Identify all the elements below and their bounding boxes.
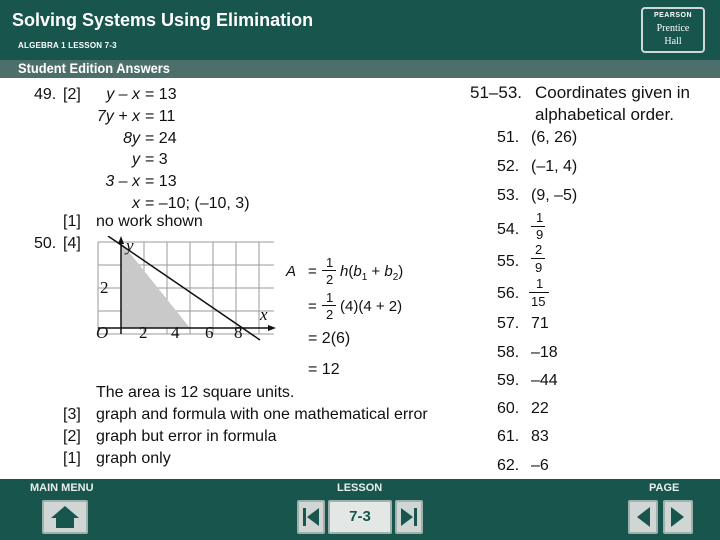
section-banner-label: Student Edition Answers <box>18 60 170 76</box>
problem-50-number: 50. <box>34 235 57 252</box>
logo-line-2: Prentice <box>656 23 690 34</box>
answer-56-bar <box>529 292 549 293</box>
step2-equals: = <box>308 298 317 315</box>
graph-origin-label: O <box>96 323 109 342</box>
frac1-numerator: 1 <box>326 255 334 270</box>
triangle-graph <box>94 236 280 344</box>
section-banner <box>0 60 720 78</box>
area-formula: $h(b_1 + b_2)$ <box>340 263 404 283</box>
frac1-denominator: 2 <box>326 272 334 287</box>
area-equals: = <box>308 263 317 280</box>
graph-x-tick-4: 4 <box>171 323 180 342</box>
area-conclusion: The area is 12 square units. <box>96 384 295 401</box>
lesson-prev-button[interactable] <box>297 500 325 534</box>
frac2-denominator: 2 <box>326 307 334 322</box>
lesson-number-button[interactable] <box>328 500 392 534</box>
answer-51-value: (6, 26) <box>531 129 578 146</box>
rubric-3-text: graph and formula with one mathematical error <box>96 406 428 423</box>
step2-product: (4)(4 + 2) <box>340 298 403 315</box>
rubric-2-score: [2] <box>63 428 81 445</box>
answer-55-number: 55. <box>497 253 520 270</box>
rubric-3-score: [3] <box>63 406 81 423</box>
frac2-bar <box>322 305 336 306</box>
answer-53-number: 53. <box>497 187 520 204</box>
answer-56-number: 56. <box>497 285 520 302</box>
eq-line-5-lhs: 3 – x <box>105 173 140 190</box>
eq-line-6-lhs: x <box>132 195 140 212</box>
answer-61-number: 61. <box>497 428 520 445</box>
step4: = 12 <box>308 361 340 378</box>
rubric-1-text: graph only <box>96 450 171 467</box>
problem-49-number: 49. <box>34 86 57 103</box>
lesson-subtitle: ALGEBRA 1 LESSON 7-3 <box>18 41 117 50</box>
arrow-left-icon <box>630 502 656 532</box>
answer-52-value: (–1, 4) <box>531 158 578 175</box>
arrow-right-icon <box>665 502 691 532</box>
lesson-next-button[interactable] <box>395 500 423 534</box>
graph-x-tick-8: 8 <box>234 323 243 342</box>
eq-line-3-rhs: = 24 <box>145 130 177 147</box>
area-variable: A <box>286 263 297 280</box>
answer-58-value: –18 <box>531 344 558 361</box>
answer-61-value: 83 <box>531 428 549 445</box>
eq-line-2-rhs: = 11 <box>145 108 176 125</box>
answer-54-number: 54. <box>497 221 520 238</box>
graph-x-label: x <box>260 305 268 324</box>
logo-line-1: PEARSON <box>653 12 693 19</box>
eq-line-4-lhs: y <box>132 151 140 168</box>
answer-56-numerator: 1 <box>536 276 544 291</box>
problem-49-score: [2] <box>63 86 81 103</box>
page-label: PAGE <box>649 482 680 494</box>
answer-57-value: 71 <box>531 315 549 332</box>
eq-line-6-rhs: = –10; (–10, 3) <box>145 195 250 212</box>
graph-x-tick-2: 2 <box>139 323 148 342</box>
skip-forward-icon <box>397 502 421 532</box>
range-51-53-number: 51–53. <box>470 83 522 102</box>
answer-54-numerator: 1 <box>536 210 544 225</box>
answer-59-number: 59. <box>497 372 520 389</box>
main-menu-label: MAIN MENU <box>30 482 94 494</box>
answer-60-number: 60. <box>497 400 520 417</box>
home-icon <box>44 502 86 532</box>
range-51-53-line1: Coordinates given in <box>535 83 690 102</box>
graph-x-tick-6: 6 <box>205 323 214 342</box>
home-button[interactable] <box>42 500 88 534</box>
slide-title: Solving Systems Using Elimination <box>12 10 314 30</box>
step3: = 2(6) <box>308 330 351 347</box>
eq-line-3-lhs: 8y <box>123 130 140 147</box>
publisher-logo <box>641 7 705 53</box>
eq-line-1-rhs: = 13 <box>145 86 177 103</box>
eq-line-4-rhs: = 3 <box>145 151 168 168</box>
page-prev-button[interactable] <box>628 500 658 534</box>
footer-nav <box>0 479 720 540</box>
answer-55-numerator: 2 <box>535 242 543 257</box>
problem-49-score-low: [1] <box>63 213 81 230</box>
eq-line-2-lhs: 7y + x <box>96 108 140 125</box>
answer-56-denominator: 15 <box>531 294 546 309</box>
answer-62-number: 62. <box>497 457 520 474</box>
answer-55-bar <box>531 258 545 259</box>
answer-60-value: 22 <box>531 400 549 417</box>
range-51-53-line2: alphabetical order. <box>535 105 674 124</box>
rubric-1-score: [1] <box>63 450 81 467</box>
graph-y-tick-2: 2 <box>100 278 109 297</box>
answer-62-value: –6 <box>531 457 549 474</box>
problem-49-no-work: no work shown <box>96 213 203 230</box>
lesson-label: LESSON <box>337 482 383 494</box>
problem-50-score: [4] <box>63 235 81 252</box>
answer-55-denominator: 9 <box>535 260 543 275</box>
skip-back-icon <box>299 502 323 532</box>
answer-59-value: –44 <box>531 372 558 389</box>
graph-y-label: y <box>126 236 134 255</box>
answer-51-number: 51. <box>497 129 520 146</box>
eq-line-5-rhs: = 13 <box>145 173 177 190</box>
rubric-2-text: graph but error in formula <box>96 428 277 445</box>
answer-57-number: 57. <box>497 315 520 332</box>
header-bar <box>0 0 720 60</box>
lesson-number: 7-3 <box>349 508 371 525</box>
answer-54-denominator: 9 <box>536 227 544 242</box>
answer-53-value: (9, –5) <box>531 187 578 204</box>
logo-line-3: Hall <box>664 36 682 47</box>
frac2-numerator: 1 <box>326 290 334 305</box>
frac1-bar <box>322 270 336 271</box>
answer-52-number: 52. <box>497 158 520 175</box>
eq-line-1-lhs: y – x <box>106 86 140 103</box>
page-next-button[interactable] <box>663 500 693 534</box>
answer-58-number: 58. <box>497 344 520 361</box>
